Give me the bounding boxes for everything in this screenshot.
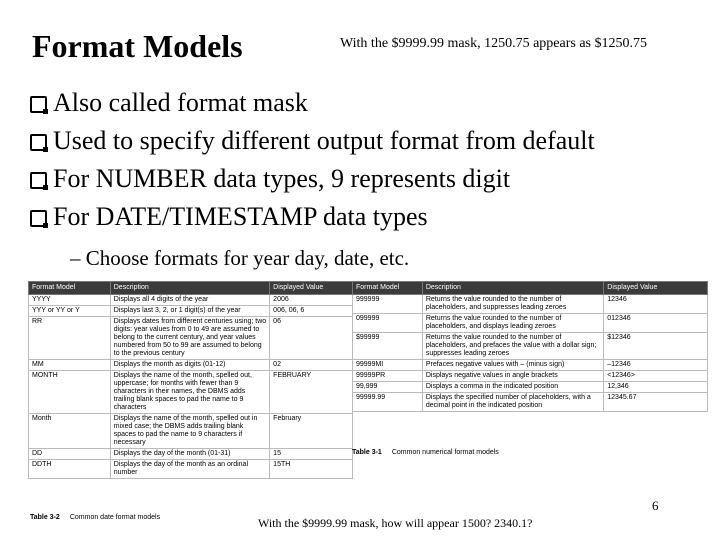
displayed-value-cell: 12,346 — [604, 382, 708, 393]
column-header: Format Model — [353, 282, 423, 295]
description-cell: Displays the day of the month (01-31) — [110, 449, 269, 460]
format-model-cell: 999999 — [353, 295, 423, 314]
description-cell: Displays all 4 digits of the year — [110, 295, 269, 306]
bullet-text: Also called format mask — [53, 88, 308, 117]
table-row — [353, 393, 708, 412]
displayed-value-cell: February — [270, 414, 353, 449]
caption-text: Common numerical format models — [391, 449, 499, 456]
table-row — [353, 333, 708, 360]
bullet-text: For NUMBER data types, 9 represents digit — [53, 164, 511, 193]
format-model-cell: MM — [29, 360, 111, 371]
description-cell: Displays the day of the month as an ordinal number — [110, 460, 269, 479]
bullet-text: For DATE/TIMESTAMP data types — [53, 202, 428, 231]
numeric-table-caption — [352, 449, 499, 456]
format-model-cell: MONTH — [29, 371, 111, 414]
description-cell: Displays the month as digits (01-12) — [110, 360, 269, 371]
format-model-cell: YYYY — [29, 295, 111, 306]
table-row — [29, 414, 353, 449]
displayed-value-cell: 2006 — [270, 295, 353, 306]
checkbox-bullet-icon — [30, 172, 47, 189]
table-row — [353, 314, 708, 333]
format-model-cell: 099999 — [353, 314, 423, 333]
displayed-value-cell: 006, 06, 6 — [270, 306, 353, 317]
description-cell: Prefaces negative values with – (minus sign) — [422, 360, 603, 371]
checkbox-bullet-icon — [30, 96, 47, 113]
column-header: Description — [110, 282, 269, 295]
displayed-value-cell: 02 — [270, 360, 353, 371]
format-model-cell: 99999.99 — [353, 393, 423, 412]
displayed-value-cell: 15 — [270, 449, 353, 460]
description-cell: Displays dates from different centuries using; two digits: year values from 0 to 49 are assumed to belong to the current century, and year values numbered from 50 to 99 are assumed to belong to the previous century — [110, 317, 269, 360]
slide-title: Format Models — [32, 28, 243, 64]
checkbox-bullet-icon — [30, 134, 47, 151]
format-model-cell: YYY or YY or Y — [29, 306, 111, 317]
description-cell: Displays a comma in the indicated position — [422, 382, 603, 393]
displayed-value-cell: $12346 — [604, 333, 708, 360]
table-row — [29, 306, 353, 317]
bullet-item — [30, 122, 595, 160]
displayed-value-cell: 12345.67 — [604, 393, 708, 412]
column-header: Description — [422, 282, 603, 295]
page-number: 6 — [652, 498, 659, 513]
numeric-format-table — [352, 281, 708, 412]
displayed-value-cell: –12346 — [604, 360, 708, 371]
date-format-table — [28, 281, 353, 479]
table-row — [29, 371, 353, 414]
format-model-cell: Month — [29, 414, 111, 449]
question-text: With the $9999.99 mask, how will appear 1500? 2340.1? — [258, 516, 533, 530]
displayed-value-cell: 06 — [270, 317, 353, 360]
caption-number: Table 3-1 — [352, 449, 382, 456]
description-cell: Returns the value rounded to the number of placeholders, and suppresses leading zeroes — [422, 295, 603, 314]
displayed-value-cell: FEBRUARY — [270, 371, 353, 414]
description-cell: Displays last 3, 2, or 1 digit(s) of the year — [110, 306, 269, 317]
table-row — [353, 360, 708, 371]
bullet-item — [30, 198, 595, 236]
table-row — [353, 371, 708, 382]
description-cell: Returns the value rounded to the number of placeholders, and displays leading zeroes — [422, 314, 603, 333]
table-row — [353, 382, 708, 393]
format-model-cell: DD — [29, 449, 111, 460]
format-model-cell: 99999MI — [353, 360, 423, 371]
table-row — [29, 317, 353, 360]
format-model-cell: 99999PR — [353, 371, 423, 382]
column-header: Displayed Value — [604, 282, 708, 295]
displayed-value-cell: 12346 — [604, 295, 708, 314]
mask-note: With the $9999.99 mask, 1250.75 appears as $1250.75 — [340, 36, 648, 51]
format-model-cell: 99,999 — [353, 382, 423, 393]
format-model-cell: $99999 — [353, 333, 423, 360]
format-model-cell: DDTH — [29, 460, 111, 479]
bullet-item — [30, 160, 595, 198]
table-row — [353, 295, 708, 314]
column-header: Displayed Value — [270, 282, 353, 295]
displayed-value-cell: 012346 — [604, 314, 708, 333]
bullet-item — [30, 84, 595, 122]
date-table-caption — [30, 514, 160, 521]
displayed-value-cell: <12346> — [604, 371, 708, 382]
table-row — [29, 360, 353, 371]
displayed-value-cell: 15TH — [270, 460, 353, 479]
column-header: Format Model — [29, 282, 111, 295]
bullet-text: Used to specify different output format from default — [53, 126, 595, 155]
description-cell: Displays the name of the month, spelled out in mixed case; the DBMS adds trailing blank spaces to pad the name to 9 characters if necessary — [110, 414, 269, 449]
table-row — [29, 449, 353, 460]
description-cell: Displays the name of the month, spelled out, uppercase; for months with fewer than 9 characters in their names, the DBMS adds trailing blank spaces to pad the name to 9 characters — [110, 371, 269, 414]
bullet-list — [30, 84, 595, 236]
description-cell: Displays negative values in angle brackets — [422, 371, 603, 382]
caption-text: Common date format models — [69, 514, 161, 521]
caption-number: Table 3-2 — [30, 514, 60, 521]
table-row — [29, 460, 353, 479]
description-cell: Returns the value rounded to the number of placeholders, and prefaces the value with a dollar sign; suppresses leading zeroes — [422, 333, 603, 360]
checkbox-bullet-icon — [30, 210, 47, 227]
format-model-cell: RR — [29, 317, 111, 360]
description-cell: Displays the specified number of placeholders, with a decimal point in the indicated position — [422, 393, 603, 412]
sub-bullet: – Choose formats for year day, date, etc. — [70, 246, 410, 270]
table-row — [29, 295, 353, 306]
